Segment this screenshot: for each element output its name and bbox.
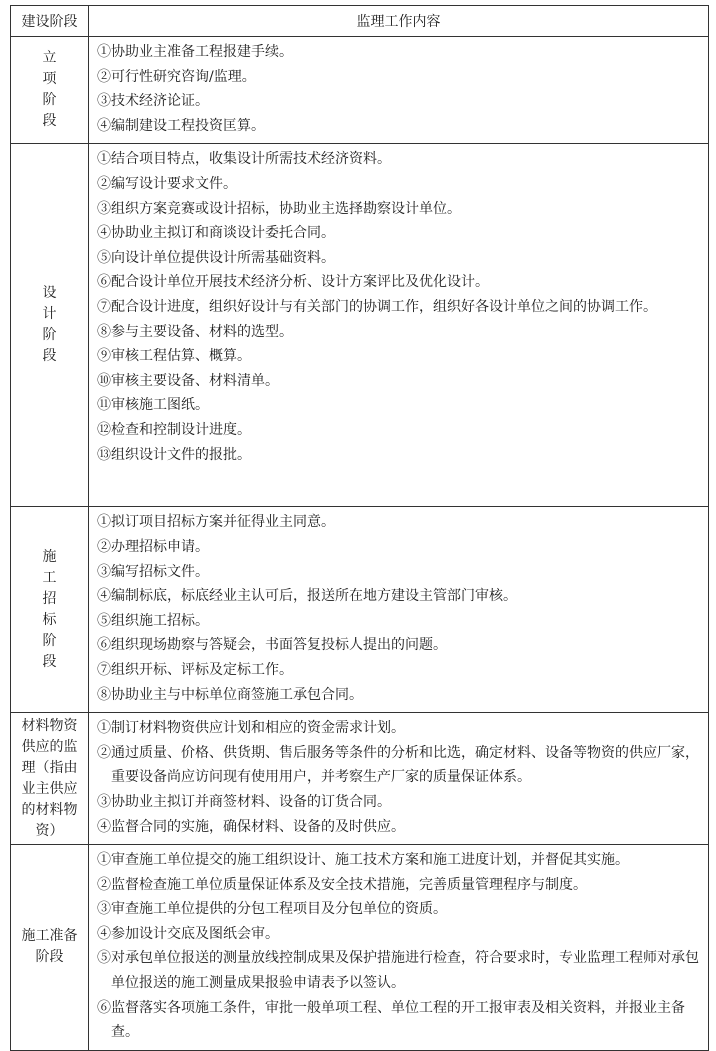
list-item: ①审查施工单位提交的施工组织设计、施工技术方案和施工进度计划，并督促其实施。 bbox=[97, 852, 629, 869]
list-item: ①制订材料物资供应计划和相应的资金需求计划。 bbox=[97, 720, 405, 737]
list-item: ⑤向设计单位提供设计所需基础资料。 bbox=[97, 249, 335, 266]
header-content: 监理工作内容 bbox=[89, 6, 709, 37]
supervision-table bbox=[10, 5, 709, 1051]
list-item: ②办理招标申请。 bbox=[97, 538, 209, 555]
list-item: ⑥组织现场勘察与答疑会，书面答复投标人提出的问题。 bbox=[97, 637, 447, 654]
list-item: ⑤对承包单位报送的测量放线控制成果及保护措施进行检查，符合要求时，专业监理工程师对承包单位报送的施工测量成果报验申请表予以签认。 bbox=[97, 950, 699, 992]
list-item: ③技术经济论证。 bbox=[97, 93, 209, 110]
list-item: ④编制标底，标底经业主认可后，报送所在地方建设主管部门审核。 bbox=[97, 588, 517, 605]
list-item: ③审查施工单位提供的分包工程项目及分包单位的资质。 bbox=[97, 901, 447, 918]
stage-cell bbox=[11, 37, 89, 144]
table-row-project-approval bbox=[11, 37, 709, 144]
list-item: ⑬组织设计文件的报批。 bbox=[97, 446, 251, 463]
content-cell bbox=[89, 713, 709, 845]
list-item: ⑤组织施工招标。 bbox=[97, 612, 209, 629]
list-item: ①拟订项目招标方案并征得业主同意。 bbox=[97, 514, 335, 531]
stage-cell bbox=[11, 713, 89, 845]
list-item: ②可行性研究咨询/监理。 bbox=[97, 68, 256, 85]
list-item: ③编写招标文件。 bbox=[97, 563, 209, 580]
list-item: ①结合项目特点，收集设计所需技术经济资料。 bbox=[97, 151, 391, 168]
list-item: ⑨审核工程估算、概算。 bbox=[97, 348, 251, 365]
content-cell bbox=[89, 37, 709, 144]
list-item: ⑦配合设计进度，组织好设计与有关部门的协调工作，组织好各设计单位之间的协调工作。 bbox=[97, 298, 657, 315]
list-item: ⑥监督落实各项施工条件，审批一般单项工程、单位工程的开工报审表及相关资料，并报业主备查。 bbox=[97, 999, 685, 1041]
list-item: ⑧参与主要设备、材料的选型。 bbox=[97, 323, 293, 340]
list-item: ④协助业主拟订和商谈设计委托合同。 bbox=[97, 225, 335, 242]
list-item: ④编制建设工程投资匡算。 bbox=[97, 117, 265, 134]
list-item: ②编写设计要求文件。 bbox=[97, 175, 237, 192]
stage-cell bbox=[11, 845, 89, 1051]
stage-label: 材料物资供应的监理（指由业主供应的材料物资） bbox=[21, 717, 78, 839]
table-row-construction-preparation bbox=[11, 845, 709, 1051]
list-item: ⑪审核施工图纸。 bbox=[97, 397, 209, 414]
list-item: ⑥配合设计单位开展技术经济分析、设计方案评比及优化设计。 bbox=[97, 274, 489, 291]
table-row-material-supply bbox=[11, 713, 709, 845]
stage-label: 立项阶段 bbox=[42, 50, 57, 130]
list-item: ①协助业主准备工程报建手续。 bbox=[97, 44, 293, 60]
list-item: ④参加设计交底及图纸会审。 bbox=[97, 925, 279, 942]
list-item: ②监督检查施工单位质量保证体系及安全技术措施，完善质量管理程序与制度。 bbox=[97, 876, 587, 893]
stage-label: 施工准备阶段 bbox=[21, 928, 78, 966]
list-item: ③组织方案竞赛或设计招标，协助业主选择勘察设计单位。 bbox=[97, 200, 461, 217]
stage-cell bbox=[11, 144, 89, 507]
list-item: ⑩审核主要设备、材料清单。 bbox=[97, 372, 279, 389]
content-cell bbox=[89, 144, 709, 507]
table-row-construction-bidding bbox=[11, 507, 709, 713]
table-header-row bbox=[11, 6, 709, 37]
list-item: ②通过质量、价格、供货期、售后服务等条件的分析和比选，确定材料、设备等物资的供应厂家，重要设备尚应访问现有使用用户，并考察生产厂家的质量保证体系。 bbox=[97, 744, 699, 786]
table-row-design bbox=[11, 144, 709, 507]
content-cell bbox=[89, 845, 709, 1051]
header-stage: 建设阶段 bbox=[11, 6, 89, 37]
list-item: ⑧协助业主与中标单位商签施工承包合同。 bbox=[97, 686, 363, 703]
content-cell bbox=[89, 507, 709, 713]
list-item: ③协助业主拟订并商签材料、设备的订货合同。 bbox=[97, 793, 391, 810]
list-item: ④监督合同的实施，确保材料、设备的及时供应。 bbox=[97, 818, 405, 835]
stage-label: 施工招标阶段 bbox=[42, 548, 57, 670]
list-item: ⑫检查和控制设计进度。 bbox=[97, 421, 251, 438]
list-item: ⑦组织开标、评标及定标工作。 bbox=[97, 661, 293, 678]
stage-label: 设计阶段 bbox=[42, 285, 57, 365]
stage-cell bbox=[11, 507, 89, 713]
